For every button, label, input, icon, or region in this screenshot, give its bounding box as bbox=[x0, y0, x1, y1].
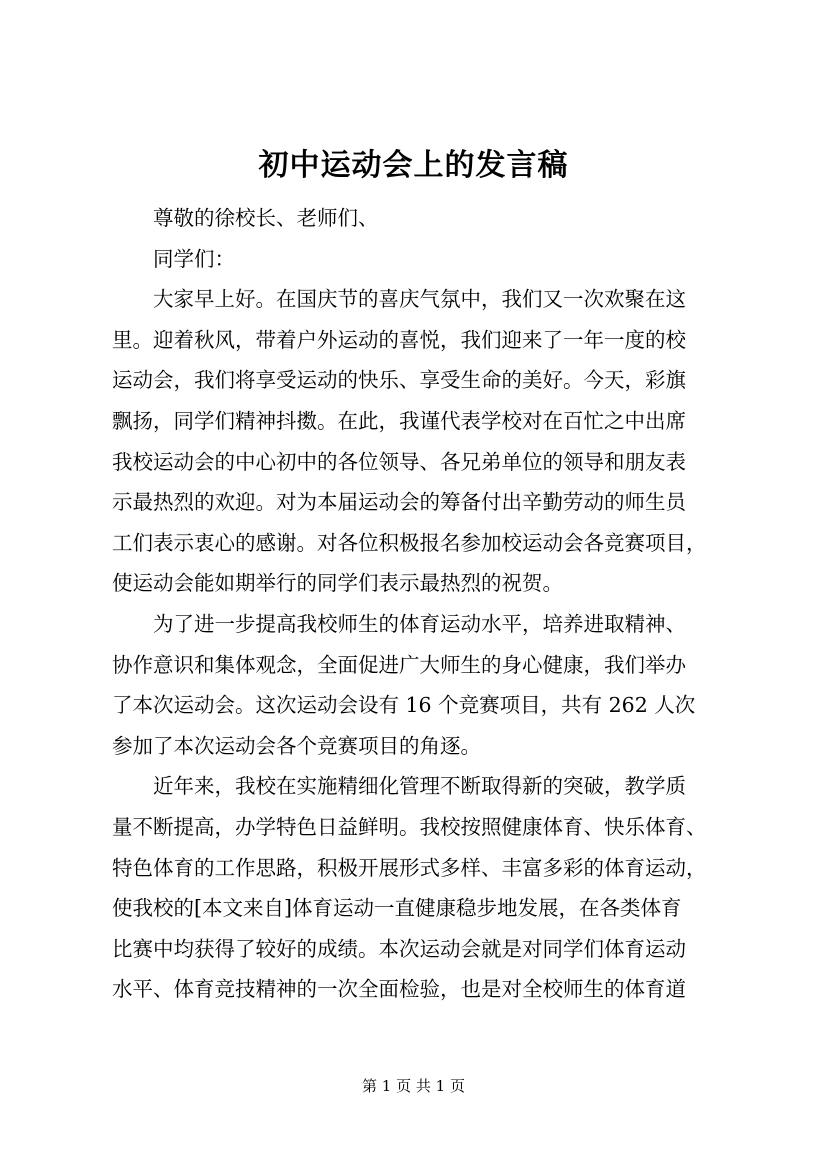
body-line: 近年来，我校在实施精细化管理不断取得新的突破，教学质 bbox=[153, 774, 686, 799]
body-line: 同学们： bbox=[153, 246, 235, 271]
body-line: 特色体育的工作思路，积极开展形式多样、丰富多彩的体育运动， bbox=[112, 855, 707, 880]
body-line: 里。迎着秋风，带着户外运动的喜悦，我们迎来了一年一度的校 bbox=[112, 327, 686, 352]
document-body bbox=[112, 198, 732, 1010]
body-line: 飘扬，同学们精神抖擞。在此，我谨代表学校对在百忙之中出席 bbox=[112, 408, 686, 433]
page-footer: 第 1 页 共 1 页 bbox=[362, 1077, 465, 1095]
body-line: 工们表示衷心的感谢。对各位积极报名参加校运动会各竞赛项目， bbox=[112, 530, 707, 555]
body-line: 我校运动会的中心初中的各位领导、各兄弟单位的领导和朋友表 bbox=[112, 449, 686, 474]
body-line: 示最热烈的欢迎。对为本届运动会的筹备付出辛勤劳动的师生员 bbox=[112, 490, 686, 515]
body-line: 使我校的[本文来自]体育运动一直健康稳步地发展，在各类体育 bbox=[112, 896, 682, 921]
body-line: 水平、体育竞技精神的一次全面检验，也是对全校师生的体育道 bbox=[112, 977, 686, 1002]
body-line: 比赛中均获得了较好的成绩。本次运动会就是对同学们体育运动 bbox=[112, 936, 686, 961]
document-title: 初中运动会上的发言稿 bbox=[258, 148, 569, 183]
body-line: 运动会，我们将享受运动的快乐、享受生命的美好。今天，彩旗 bbox=[112, 368, 686, 393]
body-line: 尊敬的徐校长、老师们、 bbox=[153, 206, 379, 230]
body-line: 参加了本次运动会各个竞赛项目的角逐。 bbox=[112, 733, 481, 758]
body-line: 使运动会能如期举行的同学们表示最热烈的祝贺。 bbox=[112, 571, 563, 596]
body-line: 为了进一步提高我校师生的体育运动水平，培养进取精神、 bbox=[153, 611, 686, 636]
body-line: 了本次运动会。这次运动会设有 16 个竞赛项目，共有 262 人次 bbox=[112, 693, 696, 718]
body-line: 大家早上好。在国庆节的喜庆气氛中，我们又一次欢聚在这 bbox=[153, 287, 686, 312]
body-line: 量不断提高，办学特色日益鲜明。我校按照健康体育、快乐体育、 bbox=[112, 814, 707, 839]
body-line: 协作意识和集体观念，全面促进广大师生的身心健康，我们举办 bbox=[112, 652, 686, 677]
